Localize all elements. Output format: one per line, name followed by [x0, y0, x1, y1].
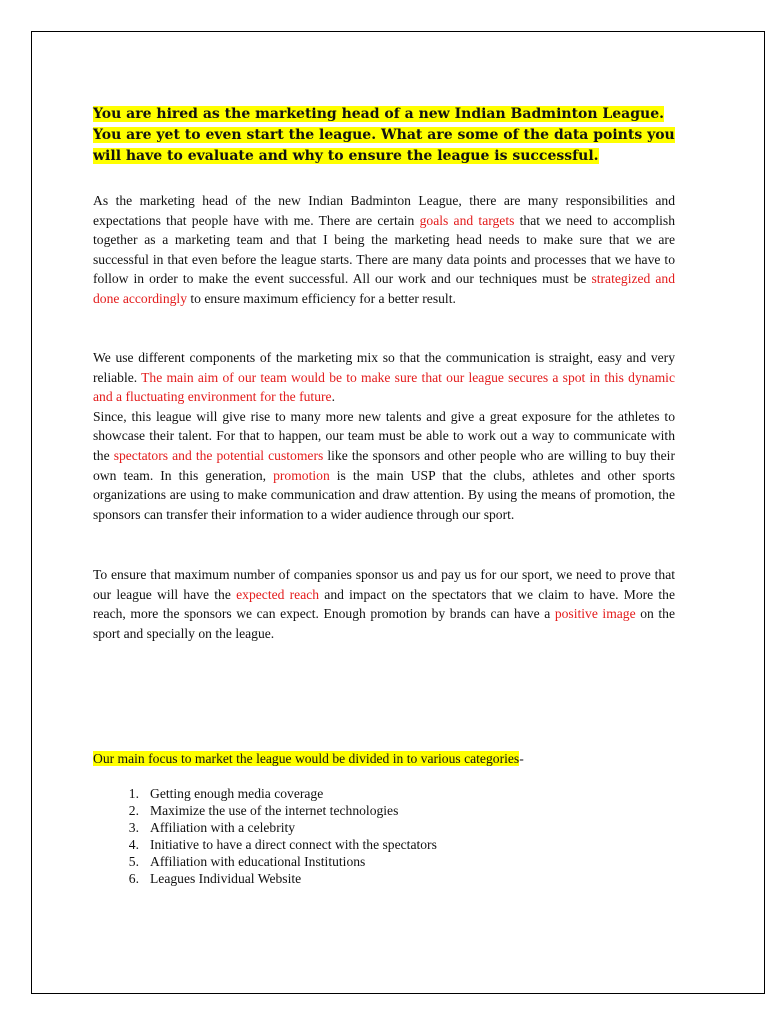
focus-suffix: - — [519, 751, 524, 766]
paragraph-marketing-mix — [93, 348, 675, 524]
paragraph-text: As the marketing head of the new Indian Badminton League, there are many responsibilities and expectations that people have with me. There are certain — [93, 193, 675, 228]
question-heading — [93, 104, 685, 167]
paragraph-text: is the main USP that the clubs, athletes and other sports organizations are using to make communication and draw attention. By using the means of promotion, the sponsors can transfer their information to a wider audience through our sport. — [93, 467, 675, 522]
categories-list — [93, 785, 437, 887]
list-item — [93, 853, 437, 870]
list-number: 3. — [128, 820, 139, 835]
emphasis-text: expected reach — [236, 586, 320, 602]
heading-line-3: will have to evaluate and why to ensure the league is successful. — [93, 148, 599, 164]
paragraph-text: to ensure maximum efficiency for a better result. — [187, 290, 456, 306]
focus-statement — [93, 749, 524, 769]
list-item — [93, 819, 437, 836]
list-number: 4. — [128, 837, 139, 852]
list-item — [93, 802, 437, 819]
paragraph-text: . — [331, 389, 335, 405]
focus-highlight: Our main focus to market the league would be divided in to various categories — [93, 751, 520, 766]
list-text: Getting enough media coverage — [150, 786, 324, 801]
paragraph-text: To ensure that maximum number of companies sponsor us and pay us for our sport, we need to prove that our league will have the — [93, 567, 675, 602]
list-item — [93, 870, 437, 887]
heading-line-1: You are hired as the marketing head of a new Indian Badminton League. — [93, 106, 664, 122]
emphasis-text: strategized and done accordingly — [93, 271, 675, 306]
paragraph-text: like the sponsors and other people who are willing to buy their own team. In this generation, — [93, 447, 675, 483]
paragraph-intro — [93, 191, 675, 309]
paragraph-text: and impact on the spectators that we claim to have. More the reach, more the sponsors we can expect. Enough promotion by brands can have a — [93, 586, 676, 622]
list-item — [93, 836, 437, 853]
paragraph-text: Since, this league will give rise to many more new talents and give a great exposure for the athletes to showcase their talent. For that to happen, our team must be able to work out a way to communicate with the — [93, 408, 675, 463]
list-item — [93, 785, 437, 802]
list-number: 1. — [128, 786, 139, 801]
emphasis-text: goals and targets — [419, 212, 515, 228]
list-text: Leagues Individual Website — [150, 871, 302, 886]
emphasis-text: spectators and the potential customers — [113, 447, 324, 463]
list-text: Initiative to have a direct connect with the spectators — [150, 837, 437, 852]
list-number: 2. — [128, 803, 139, 818]
emphasis-text: positive image — [554, 606, 636, 622]
list-text: Affiliation with a celebrity — [150, 820, 296, 835]
paragraph-text: that we need to accomplish together as a marketing team and that I being the marketing head needs to make sure that we are successful in that even before the league starts. There are many data points and processes that we have to follow in order to make the event successful. All our work and our techniques must be — [93, 212, 675, 287]
list-text: Maximize the use of the internet technologies — [150, 803, 399, 818]
heading-line-2: You are yet to even start the league. What are some of the data points you — [93, 127, 675, 143]
paragraph-sponsors — [93, 565, 675, 643]
emphasis-text: promotion — [273, 467, 330, 483]
list-number: 5. — [128, 854, 139, 869]
list-text: Affiliation with educational Institutions — [150, 854, 366, 869]
paragraph-text: We use different components of the marketing mix so that the communication is straight, easy and very reliable. — [93, 350, 675, 385]
emphasis-text: The main aim of our team would be to make sure that our league secures a spot in this dynamic and a fluctuating environment for the future — [93, 369, 675, 405]
paragraph-text: on the sport and specially on the league. — [93, 606, 675, 641]
list-number: 6. — [128, 871, 139, 886]
